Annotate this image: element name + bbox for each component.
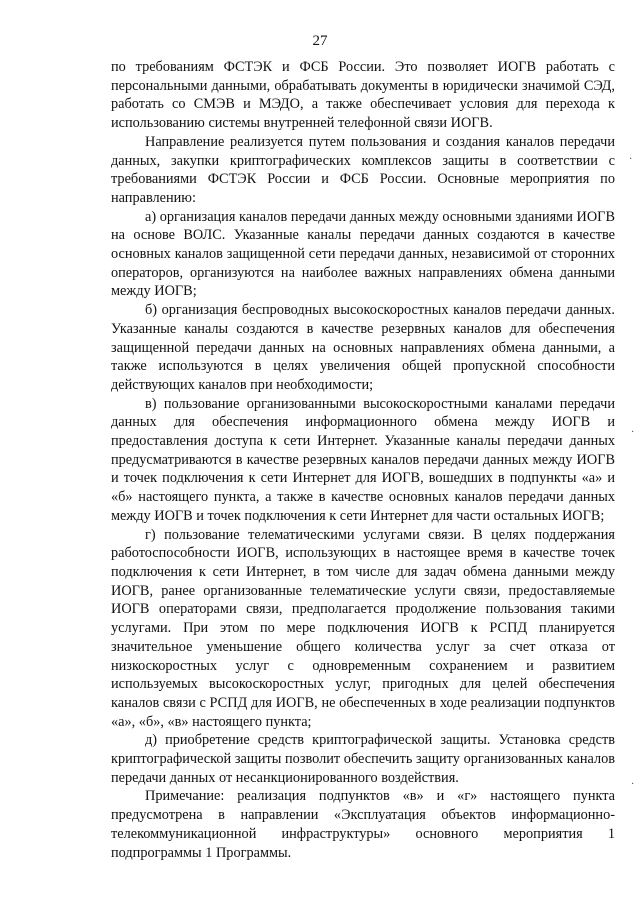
scan-margin-mark: · <box>629 154 633 165</box>
paragraph-item-d: д) приобретение средств криптографической защиты. Установка средств криптографической защиты позволит обеспечить защиту организованных каналов передачи данных от несанкционированного воздействия. <box>111 732 615 786</box>
paragraph-item-v: в) пользование организованными высокоскоростными каналами передачи данных для обеспечения информационного обмена между ИОГВ и предоставления доступа к сети Интернет. Указанные каналы передачи данных предусматриваются в качестве резервных каналов передачи данных между ИОГВ и точек подключения к сети Интернет для ИОГВ, вошедших в подпункты «а» и «б» настоящего пункта, а также в качестве основных каналов передачи данных между ИОГВ и точек подключения к сети Интернет для части остальных ИОГВ; <box>111 395 615 524</box>
paragraph-continuation: по требованиям ФСТЭК и ФСБ России. Это позволяет ИОГВ работать с персональными данными, обрабатывать документы в юридически значимой СЭД, работать со СМЭВ и МЭДО, а также обеспечивает условия для перехода к использованию системы внутренней телефонной связи ИОГВ. <box>111 59 615 132</box>
paragraph-item-a: а) организация каналов передачи данных между основными зданиями ИОГВ на основе ВОЛС. Указанные каналы передачи данных создаются в качестве основных каналов защищенной сети передачи данных, независимой от сторонних операторов, организуются на наиболее важных направлениях обмена данными между ИОГВ; <box>111 208 615 300</box>
scan-margin-mark: · <box>631 779 635 790</box>
paragraph-item-b: б) организация беспроводных высокоскоростных каналов передачи данных. Указанные каналы создаются в качестве резервных каналов для обеспечения защищенной передачи данных на основных направлениях обмена данными, а также используются в целях увеличения общей пропускной способности действующих каналов при необходимости; <box>111 302 615 393</box>
document-body <box>111 58 615 862</box>
page-number: 27 <box>312 33 328 49</box>
scan-margin-mark: · <box>631 427 635 438</box>
paragraph-direction-intro: Направление реализуется путем пользования и создания каналов передачи данных, закупки криптографических комплексов защиты в соответствии с требованиями ФСТЭК России и ФСБ России. Основные мероприятия по направлению: <box>111 133 615 206</box>
paragraph-note: Примечание: реализация подпунктов «в» и «г» настоящего пункта предусмотрена в направлении «Эксплуатация объектов информационно-телекоммуникационной инфраструктуры» основного мероприятия 1 подпрограммы 1 Программы. <box>111 788 615 861</box>
paragraph-item-g: г) пользование телематическими услугами связи. В целях поддержания работоспособности ИОГВ, использующих в настоящее время в качестве точек подключения к сети Интернет, в том числе для задач обмена данными между ИОГВ, ранее организованные телематические услуги связи, предоставляемые ИОГВ операторами связи, предполагается продолжение пользования такими услугами. При этом по мере подключения ИОГВ к РСПД планируется значительное уменьшение общего количества услуг за счет отказа от низкоскоростных услуг с одновременным сохранением и развитием используемых высокоскоростных услуг, пригодных для целей обеспечения каналов связи с РСПД для ИОГВ, не обеспеченных в ходе реализации подпунктов «а», «б», «в» настоящего пункта; <box>111 526 615 730</box>
